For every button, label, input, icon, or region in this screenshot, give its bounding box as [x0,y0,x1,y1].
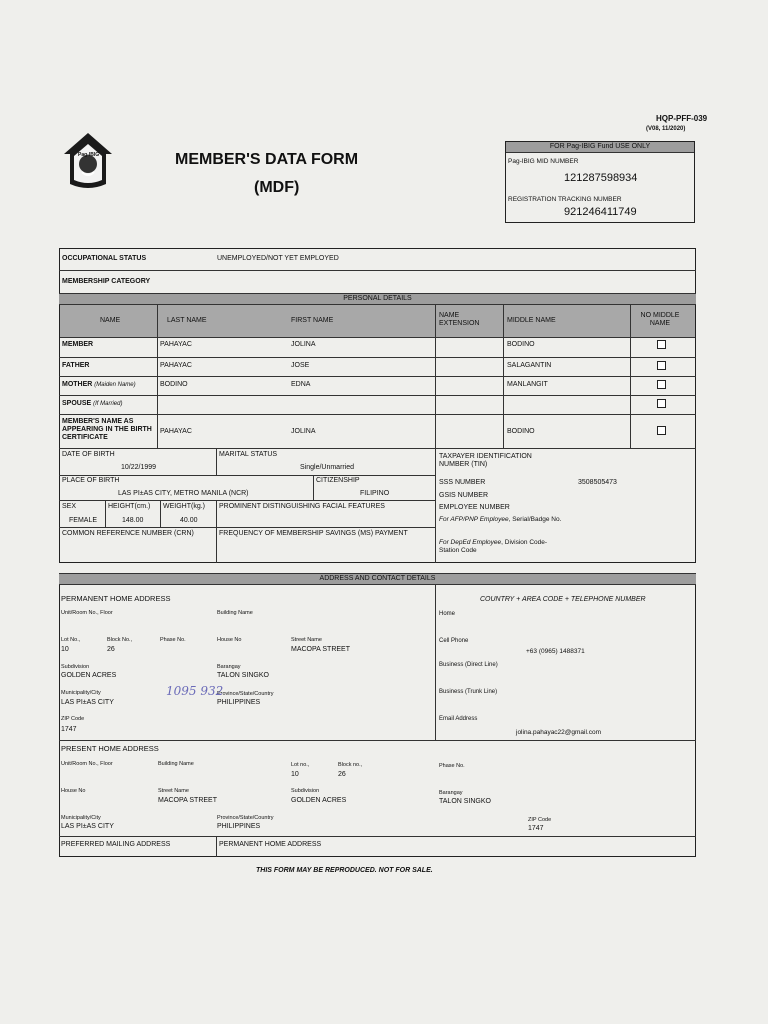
perm-province-value: PHILIPPINES [217,699,261,706]
phone-format-header: COUNTRY + AREA CODE + TELEPHONE NUMBER [480,596,646,603]
pres-zip-label: ZIP Code [528,817,552,823]
pres-house-label: House No [61,788,86,794]
weight-value: 40.00 [180,517,198,524]
birthcert-middle-name: BODINO [507,428,535,435]
form-title: MEMBER'S DATA FORM [175,151,359,168]
mailing-address-value: PERMANENT HOME ADDRESS [219,841,322,848]
business-trunk-label: Business (Trunk Line) [439,689,498,695]
perm-phase-label: Phase No. [160,637,186,643]
facial-features-label: PROMINENT DISTINGUISHING FACIAL FEATURES [219,503,385,510]
perm-street-value: MACOPA STREET [291,646,350,653]
pres-street-value: MACOPA STREET [158,797,217,804]
occupational-status-label: OCCUPATIONAL STATUS [62,255,147,262]
marital-status-value: Single/Unmarried [300,464,355,471]
row-mother-label: MOTHER (Maiden Name) [62,381,136,388]
mid-number-label: Pag-IBIG MID NUMBER [508,158,579,165]
perm-lot-value: 10 [61,646,69,653]
pres-lot-value: 10 [291,771,299,778]
sex-value: FEMALE [69,517,98,524]
spouse-no-middle-checkbox[interactable] [657,399,666,408]
personal-details-heading: PERSONAL DETAILS [59,293,696,305]
present-address-title: PRESENT HOME ADDRESS [61,744,159,753]
occupational-status-value: UNEMPLOYED/NOT YET EMPLOYED [217,255,339,262]
birthcert-last-name: PAHAYAC [160,428,192,435]
rtn-label: REGISTRATION TRACKING NUMBER [508,196,622,203]
pres-municipality-value: LAS PI±AS CITY [61,823,114,830]
form-version: (V08, 11/2020) [646,126,686,132]
birthcert-first-name: JOLINA [291,428,316,435]
pres-province-label: Province/State/Country [217,815,274,821]
dob-value: 10/22/1999 [121,464,157,471]
cell-phone-value: +63 (0965) 1488371 [526,648,585,655]
pob-value: LAS PI±AS CITY, METRO MANILA (NCR) [118,490,249,497]
weight-label: WEIGHT(kg.) [163,503,205,510]
col-name: NAME [100,317,121,324]
perm-zip-value: 1747 [61,726,77,733]
pres-subdivision-label: Subdivision [291,788,320,794]
mother-middle-name: MANLANGIT [507,381,548,388]
sss-value: 3508505473 [578,479,617,486]
pres-barangay-value: TALON SINGKO [439,798,491,805]
logo-text: Pag-IBIG [78,152,100,158]
perm-building-label: Building Name [217,610,253,616]
col-middle-name: MIDDLE NAME [507,317,556,324]
tin-label: TAXPAYER IDENTIFICATION NUMBER (TIN) [439,453,532,468]
home-phone-label: Home [439,611,456,617]
member-no-middle-checkbox[interactable] [657,340,666,349]
birthcert-no-middle-checkbox[interactable] [657,426,666,435]
col-no-middle-name: NO MIDDLE NAME [640,312,680,327]
membership-category-label: MEMBERSHIP CATEGORY [62,278,151,285]
perm-barangay-label: Barangay [217,664,241,670]
crn-label: COMMON REFERENCE NUMBER (CRN) [62,530,194,537]
row-birth-cert-label: MEMBER'S NAME AS APPEARING IN THE BIRTH CERTIFICATE [62,418,152,441]
row-member-label: MEMBER [62,341,94,348]
pres-block-value: 26 [338,771,346,778]
perm-subdivision-label: Subdivision [61,664,90,670]
perm-municipality-label: Municipality/City [61,690,101,696]
pres-subdivision-value: GOLDEN ACRES [291,797,347,804]
pres-building-label: Building Name [158,761,194,767]
pres-zip-value: 1747 [528,825,544,832]
cell-phone-label: Cell Phone [439,638,469,644]
citizenship-label: CITIZENSHIP [316,477,360,484]
mailing-address-label: PREFERRED MAILING ADDRESS [61,841,171,848]
pagibig-logo-icon [60,130,116,190]
address-heading: ADDRESS AND CONTACT DETAILS [59,573,696,585]
perm-block-value: 26 [107,646,115,653]
father-last-name: PAHAYAC [160,362,192,369]
perm-province-label: Province/State/Country [217,691,274,697]
perm-block-label: Block No., [107,637,133,643]
mother-last-name: BODINO [160,381,188,388]
form-code: HQP-PFF-039 [656,114,708,123]
permanent-address-title: PERMANENT HOME ADDRESS [61,594,171,603]
perm-zip-label: ZIP Code [61,716,85,722]
name-table-header [60,305,695,338]
height-label: HEIGHT(cm.) [108,503,151,510]
employee-number-label: EMPLOYEE NUMBER [439,504,510,511]
form-subtitle: (MDF) [254,179,300,196]
rtn-value: 921246411749 [564,206,637,218]
member-first-name: JOLINA [291,341,316,348]
perm-house-label: House No [217,637,242,643]
pres-phase-label: Phase No. [439,763,465,769]
fund-use-heading: FOR Pag-IBIG Fund USE ONLY [506,142,694,153]
father-first-name: JOSE [291,362,310,369]
member-last-name: PAHAYAC [160,341,192,348]
row-father-label: FATHER [62,362,90,369]
mid-number-value: 121287598934 [564,172,638,184]
pagibig-logo [60,130,116,190]
address-frame [59,573,696,857]
perm-subdivision-value: GOLDEN ACRES [61,672,117,679]
deped-note: For DepEd Employee, Division Code-Station Code [439,539,548,554]
col-first-name: FIRST NAME [291,317,334,324]
mother-note: (Maiden Name) [94,382,136,388]
height-value: 148.00 [122,517,144,524]
perm-barangay-value: TALON SINGKO [217,672,269,679]
business-direct-label: Business (Direct Line) [439,662,498,668]
handwritten-note: 1095 932 [166,684,224,698]
col-last-name: LAST NAME [167,317,207,324]
col-name-extension: NAME EXTENSION [439,312,480,327]
perm-street-label: Street Name [291,637,322,643]
perm-unit-label: Unit/Room No., Floor [61,610,113,616]
father-no-middle-checkbox[interactable] [657,361,666,370]
ms-frequency-label: FREQUENCY OF MEMBERSHIP SAVINGS (MS) PAYMENT [219,530,408,537]
pres-block-label: Block no., [338,762,363,768]
pres-province-value: PHILIPPINES [217,823,261,830]
citizenship-value: FILIPINO [360,490,390,497]
row-spouse-label: SPOUSE (If Married) [62,400,123,407]
perm-lot-label: Lot No., [61,637,81,643]
email-value: jolina.pahayac22@gmail.com [516,729,602,736]
pres-lot-label: Lot no., [291,762,310,768]
mother-no-middle-checkbox[interactable] [657,380,666,389]
spouse-note: (If Married) [93,401,123,407]
mother-first-name: EDNA [291,381,311,388]
marital-status-label: MARITAL STATUS [219,451,278,458]
pob-label: PLACE OF BIRTH [62,477,120,484]
pres-barangay-label: Barangay [439,790,463,796]
pres-unit-label: Unit/Room No., Floor [61,761,113,767]
member-middle-name: BODINO [507,341,535,348]
afp-pnp-note: For AFP/PNP Employee, Serial/Badge No. [439,516,562,523]
email-label: Email Address [439,716,478,722]
pres-municipality-label: Municipality/City [61,815,101,821]
footer-note: THIS FORM MAY BE REPRODUCED. NOT FOR SALE. [256,867,433,874]
sex-label: SEX [62,503,77,510]
pres-street-label: Street Name [158,788,189,794]
sss-label: SSS NUMBER [439,479,486,486]
gsis-label: GSIS NUMBER [439,492,489,499]
father-middle-name: SALAGANTIN [507,362,552,369]
perm-municipality-value: LAS PI±AS CITY [61,699,114,706]
dob-label: DATE OF BIRTH [62,451,115,458]
